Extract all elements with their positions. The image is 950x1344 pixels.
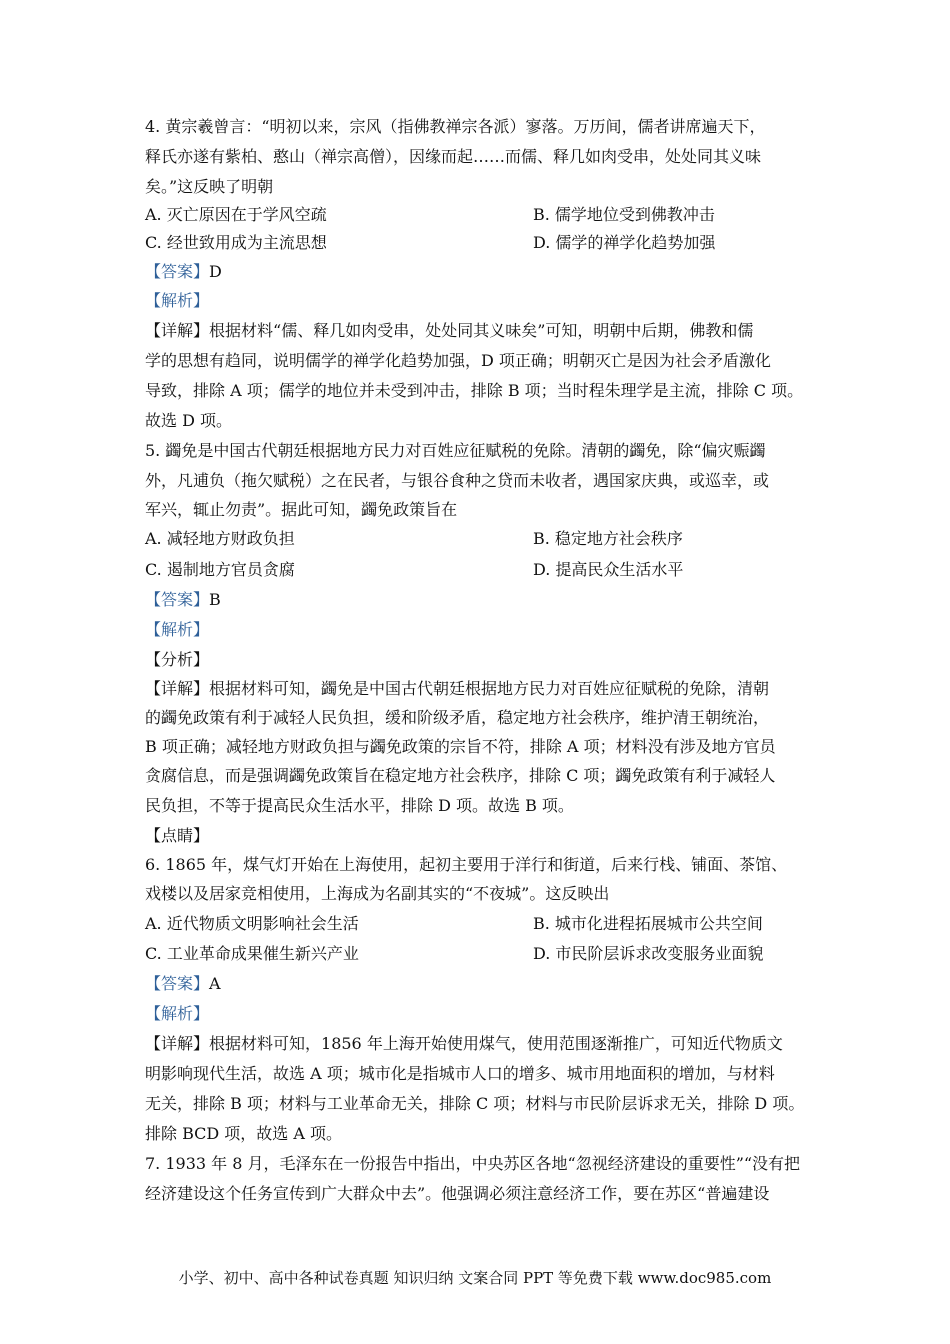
detail-line xyxy=(145,321,753,341)
answer-line xyxy=(145,974,221,994)
question-stem-line: 5. 蠲免是中国古代朝廷根据地方民力对百姓应征赋税的免除。清朝的蠲免，除“偏灾赈蠲 xyxy=(145,441,766,460)
question-stem-line: 释氏亦遂有紫柏、憨山（禅宗高僧），因缘而起……而儒、释几如肉受串，处处同其义味 xyxy=(145,147,762,166)
detail-text: 根据材料可知，蠲免是中国古代朝廷根据地方民力对百姓应征赋税的免除，清朝 xyxy=(209,679,770,698)
option-d: D. 提高民众生活水平 xyxy=(533,560,684,579)
detail-line: 民负担，不等于提高民众生活水平，排除 D 项。故选 B 项。 xyxy=(145,796,574,815)
answer-tag: 【答案】 xyxy=(145,590,210,609)
question-stem-line: 6. 1865 年，煤气灯开始在上海使用，起初主要用于洋行和街道，后来行栈、铺面、茶馆、 xyxy=(145,855,788,874)
answer-tag: 【答案】 xyxy=(145,974,210,993)
detail-text: 根据材料可知，1856 年上海开始使用煤气，使用范围逐渐推广，可知近代物质文 xyxy=(209,1034,783,1053)
question-stem-line: 经济建设这个任务宣传到广大群众中去”。他强调必须注意经济工作，要在苏区“普遍建设 xyxy=(145,1184,770,1203)
detail-line: 导致，排除 A 项；儒学的地位并未受到冲击，排除 B 项；当时程朱理学是主流，排除 C 项。 xyxy=(145,381,804,400)
detail-tag: 【详解】 xyxy=(145,1034,210,1053)
detail-line: B 项正确；减轻地方财政负担与蠲免政策的宗旨不符，排除 A 项；材料没有涉及地方官员 xyxy=(145,737,776,756)
answer-value: B xyxy=(209,590,221,609)
page-footer: 小学、初中、高中各种试卷真题 知识归纳 文案合同 PPT 等免费下载 www.doc985.com xyxy=(178,1269,772,1287)
answer-value: D xyxy=(209,262,222,281)
option-d: D. 儒学的禅学化趋势加强 xyxy=(533,233,716,252)
detail-line: 排除 BCD 项，故选 A 项。 xyxy=(145,1124,343,1143)
fenxi-tag: 【分析】 xyxy=(145,650,210,669)
analysis-tag: 【解析】 xyxy=(145,620,210,639)
detail-line: 明影响现代生活，故选 A 项；城市化是指城市人口的增多、城市用地面积的增加，与材料 xyxy=(145,1064,775,1083)
detail-line xyxy=(145,1034,783,1054)
question-stem-line: 戏楼以及居家竞相使用，上海成为名副其实的“不夜城”。这反映出 xyxy=(145,884,610,903)
answer-value: A xyxy=(209,974,221,993)
answer-tag: 【答案】 xyxy=(145,262,210,281)
option-a: A. 灭亡原因在于学风空疏 xyxy=(145,205,327,224)
question-stem-line: 矣。”这反映了明朝 xyxy=(145,177,274,196)
option-b: B. 稳定地方社会秩序 xyxy=(533,529,683,548)
option-d: D. 市民阶层诉求改变服务业面貌 xyxy=(533,944,764,963)
analysis-tag: 【解析】 xyxy=(145,291,210,310)
question-stem-line: 外，凡逋负（拖欠赋税）之在民者，与银谷食种之贷而未收者，遇国家庆典，或巡幸，或 xyxy=(145,471,770,490)
option-b: B. 城市化进程拓展城市公共空间 xyxy=(533,914,763,933)
option-c: C. 经世致用成为主流思想 xyxy=(145,233,327,252)
option-b: B. 儒学地位受到佛教冲击 xyxy=(533,205,715,224)
detail-tag: 【详解】 xyxy=(145,321,210,340)
option-c: C. 遏制地方官员贪腐 xyxy=(145,560,295,579)
detail-line: 学的思想有趋同，说明儒学的禅学化趋势加强，D 项正确；明朝灭亡是因为社会矛盾激化 xyxy=(145,351,771,370)
detail-tag: 【详解】 xyxy=(145,679,210,698)
question-stem-line: 4. 黄宗羲曾言：“明初以来，宗风（指佛教禅宗各派）寥落。万历间，儒者讲席遍天下， xyxy=(145,117,766,136)
detail-line: 故选 D 项。 xyxy=(145,411,233,430)
detail-line: 贪腐信息，而是强调蠲免政策旨在稳定地方社会秩序，排除 C 项；蠲免政策有利于减轻人 xyxy=(145,766,776,785)
detail-line xyxy=(145,679,769,699)
option-c: C. 工业革命成果催生新兴产业 xyxy=(145,944,359,963)
answer-line xyxy=(145,590,221,610)
question-stem-line: 7. 1933 年 8 月，毛泽东在一份报告中指出，中央苏区各地“忽视经济建设的重要性”“没有把 xyxy=(145,1154,801,1173)
detail-line: 的蠲免政策有利于减轻人民负担，缓和阶级矛盾，稳定地方社会秩序，维护清王朝统治， xyxy=(145,708,770,727)
analysis-tag: 【解析】 xyxy=(145,1004,210,1023)
detail-line: 无关，排除 B 项；材料与工业革命无关，排除 C 项；材料与市民阶层诉求无关，排除 D 项。 xyxy=(145,1094,805,1113)
answer-line xyxy=(145,262,222,282)
detail-text: 根据材料“儒、释几如肉受串，处处同其义味矣”可知，明朝中后期，佛教和儒 xyxy=(209,321,754,340)
question-stem-line: 军兴，辄止勿责”。据此可知，蠲免政策旨在 xyxy=(145,500,458,519)
dianjing-tag: 【点睛】 xyxy=(145,826,210,845)
option-a: A. 减轻地方财政负担 xyxy=(145,529,295,548)
option-a: A. 近代物质文明影响社会生活 xyxy=(145,914,359,933)
